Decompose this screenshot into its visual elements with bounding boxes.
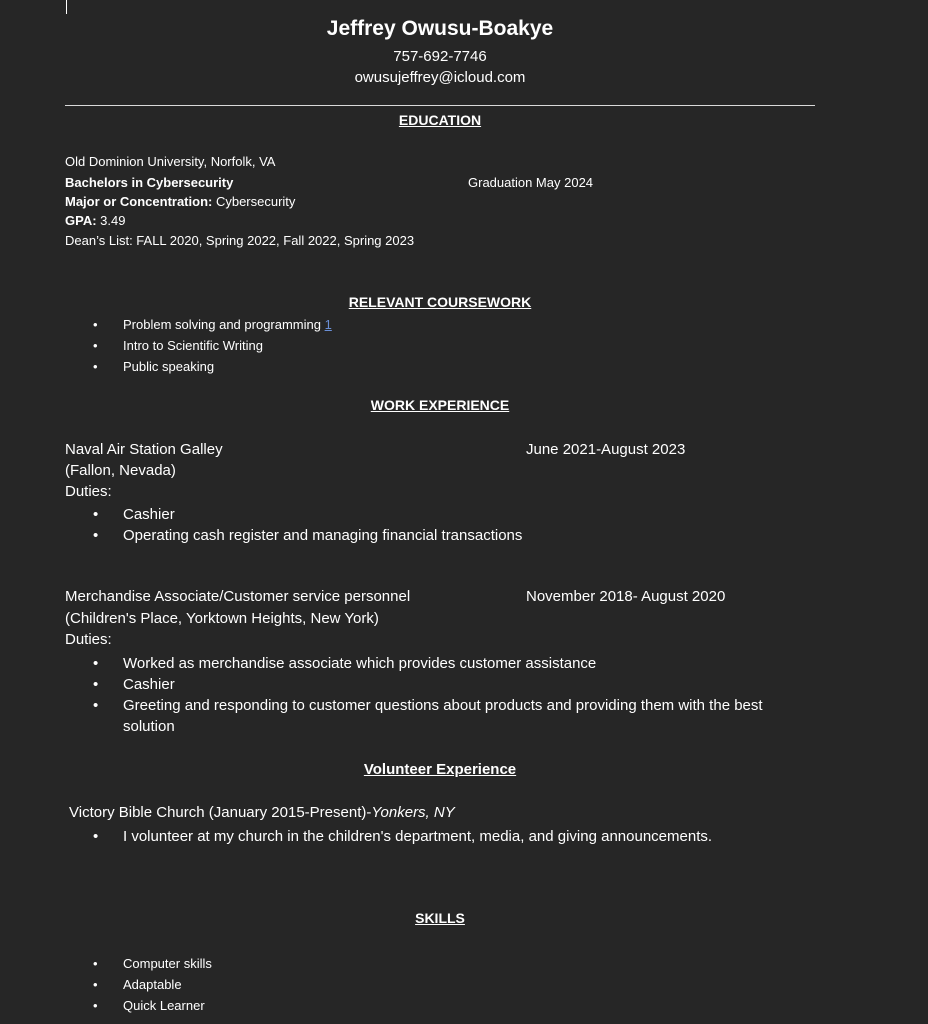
major-line bbox=[65, 194, 295, 209]
job-title: Naval Air Station Galley bbox=[65, 441, 223, 458]
header-divider bbox=[65, 105, 815, 106]
duties-label: Duties: bbox=[65, 483, 112, 500]
text-cursor bbox=[66, 0, 67, 14]
coursework-list bbox=[65, 314, 332, 377]
resume-name: Jeffrey Owusu-Boakye bbox=[326, 17, 554, 40]
coursework-heading: RELEVANT COURSEWORK bbox=[348, 294, 532, 310]
job-dates: November 2018- August 2020 bbox=[526, 588, 726, 605]
list-item: • Cashier bbox=[65, 504, 522, 525]
list-item: • Worked as merchandise associate which provides customer assistance bbox=[65, 653, 803, 674]
footnote-link[interactable]: 1 bbox=[324, 317, 332, 332]
list-item: • Public speaking bbox=[65, 356, 332, 377]
duties-label: Duties: bbox=[65, 631, 112, 648]
work-heading: WORK EXPERIENCE bbox=[370, 397, 510, 413]
skills-heading: SKILLS bbox=[415, 910, 465, 926]
major-label: Major or Concentration: bbox=[65, 194, 213, 209]
degree: Bachelors in Cybersecurity bbox=[65, 175, 234, 190]
list-item: • Cashier bbox=[65, 674, 803, 695]
graduation-date: Graduation May 2024 bbox=[468, 175, 594, 190]
list-item: • Operating cash register and managing financial transactions bbox=[65, 525, 522, 546]
volunteer-place: Yonkers, NY bbox=[371, 804, 455, 821]
job-location: (Fallon, Nevada) bbox=[65, 462, 176, 479]
list-item: • I volunteer at my church in the children's department, media, and giving announcements. bbox=[65, 826, 712, 847]
volunteer-list bbox=[65, 826, 712, 847]
volunteer-org: Victory Bible Church (January 2015-Present)- bbox=[69, 804, 372, 821]
gpa-value: 3.49 bbox=[96, 213, 126, 228]
list-item: • Quick Learner bbox=[65, 995, 212, 1016]
job-location: (Children's Place, Yorktown Heights, New York) bbox=[65, 610, 379, 627]
list-item: • Computer skills bbox=[65, 953, 212, 974]
job-title: Merchandise Associate/Customer service personnel bbox=[65, 588, 411, 605]
duties-list bbox=[65, 504, 522, 546]
list-item: • Intro to Scientific Writing bbox=[65, 335, 332, 356]
major-value: Cybersecurity bbox=[212, 194, 296, 209]
phone-number: 757-692-7746 bbox=[393, 48, 487, 65]
gpa-line bbox=[65, 213, 125, 228]
volunteer-heading: Volunteer Experience bbox=[363, 761, 517, 778]
list-item: • Greeting and responding to customer questions about products and providing them with the best solution bbox=[65, 695, 803, 737]
list-item: • Adaptable bbox=[65, 974, 212, 995]
duties-list bbox=[65, 653, 803, 737]
deans-list: Dean’s List: FALL 2020, Spring 2022, Fall 2022, Spring 2023 bbox=[65, 233, 415, 248]
education-heading: EDUCATION bbox=[398, 112, 482, 128]
list-item bbox=[65, 314, 332, 335]
list-item-text: Problem solving and programming bbox=[123, 317, 325, 332]
volunteer-org-line bbox=[69, 804, 455, 821]
email-address: owusujeffrey@icloud.com bbox=[354, 69, 526, 86]
gpa-label: GPA: bbox=[65, 213, 97, 228]
school-name: Old Dominion University, Norfolk, VA bbox=[65, 154, 276, 169]
job-dates: June 2021-August 2023 bbox=[526, 441, 686, 458]
skills-list bbox=[65, 953, 212, 1016]
